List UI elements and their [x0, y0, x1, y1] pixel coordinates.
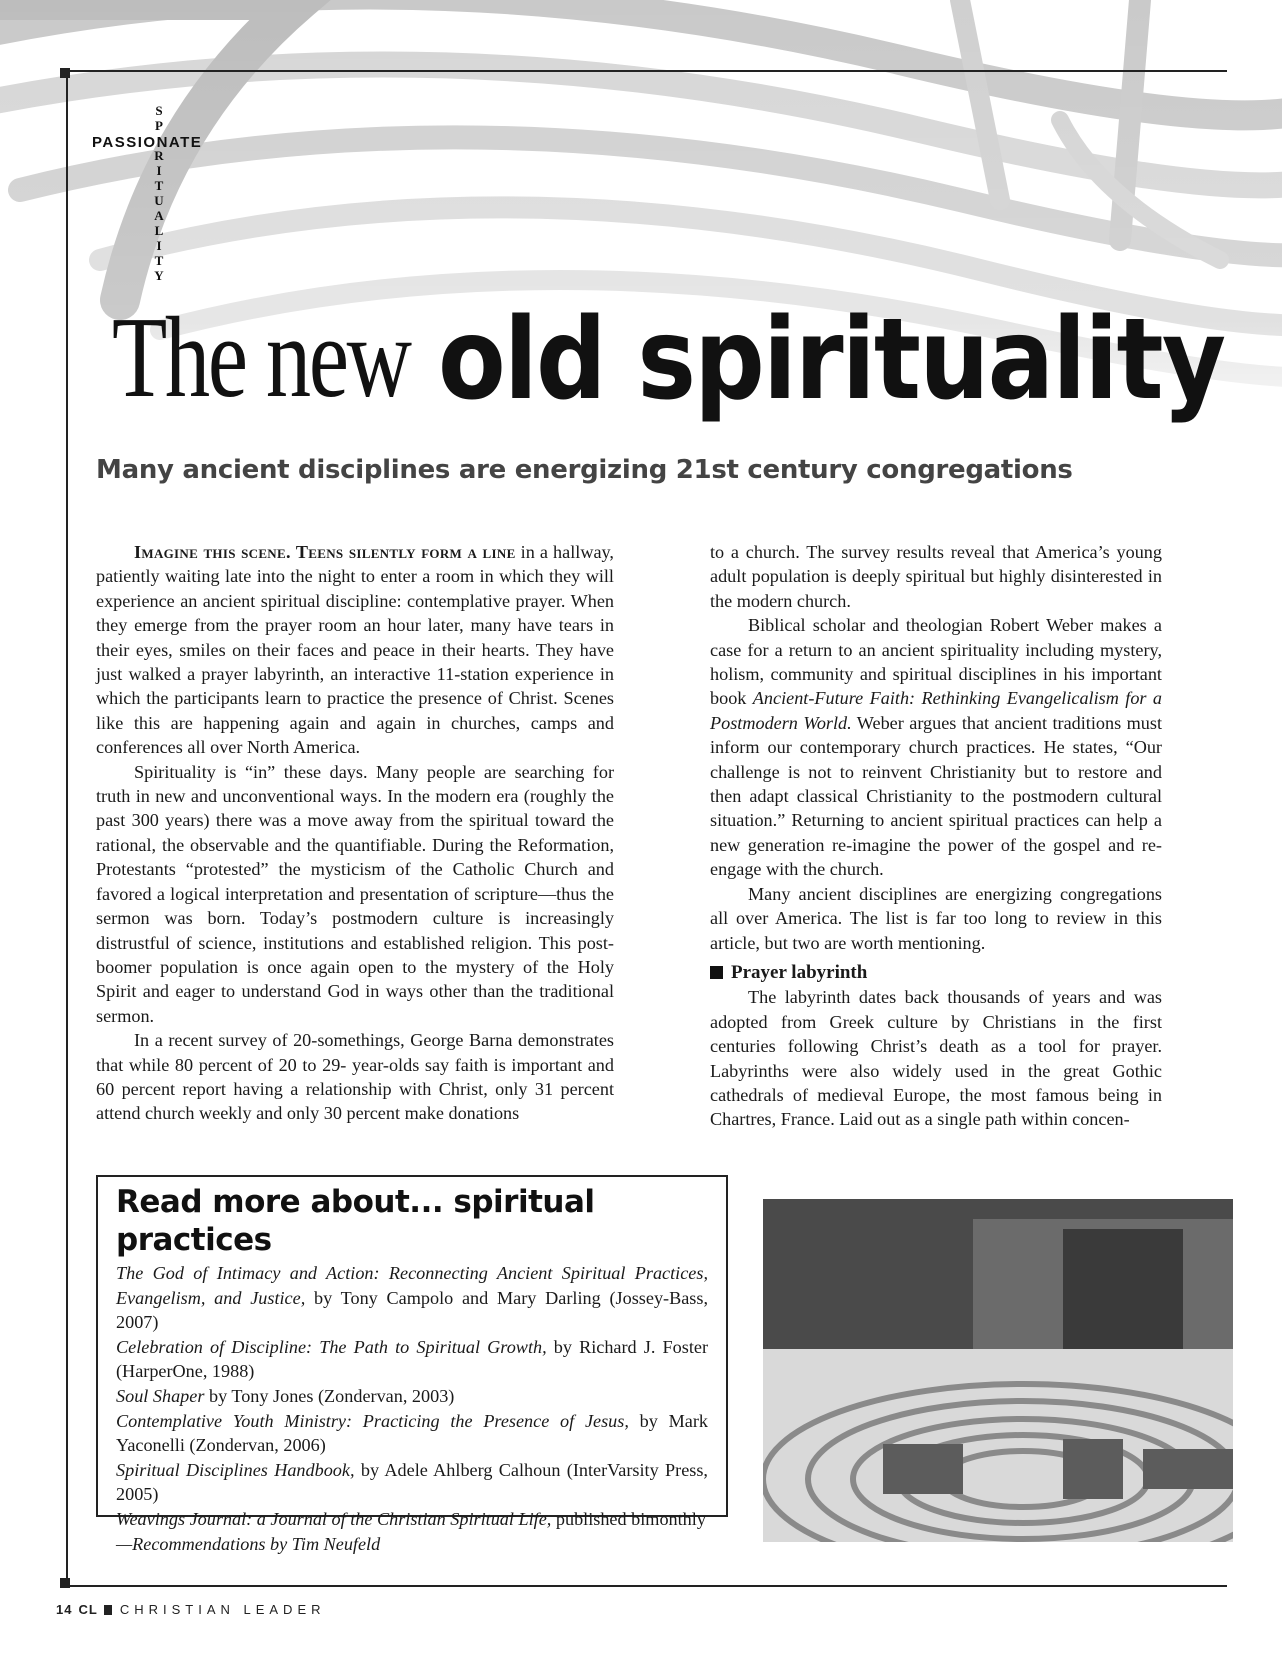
bottom-rule	[62, 1585, 1227, 1587]
paragraph: to a church. The survey results reveal that America’s young adult population is deeply spiritual but highly disinterested in the modern church.	[710, 542, 1162, 611]
list-item: Celebration of Discipline: The Path to Spiritual Growth, by Richard J. Foster (HarperOne, 1988)	[116, 1336, 709, 1382]
square-divider-icon	[104, 1605, 112, 1615]
paragraph: Spirituality is “in” these days. Many people are searching for truth in new and unconventional ways. In the modern era (roughly the past 300 years) there was a move away from the spiritual toward the rational, the observable and the quantifiable. During the Reformation, Protestants “protested” the mysticism of the Catholic Church and favored a logical interpretation and presentation of scripture—thus the sermon was born. Today’s postmodern culture is increasingly distrustful of science, institutions and established religion. This post-boomer population is once again open to the mystery of the Holy Spirit and eager to understand God in ways other than the traditional sermon.	[96, 761, 614, 1026]
paragraph: The labyrinth dates back thousands of years and was adopted from Greek culture by Christians in the first centuries following Christ’s death as a tool for prayer. Labyrinths were also widely used in the great Gothic cathedrals of medieval Europe, the most famous being in Chartres, France. Laid out as a single path within concen-	[710, 987, 1162, 1130]
subhead-prayer-labyrinth: Prayer labyrinth	[710, 961, 1162, 985]
book-title: Ancient-Future Faith: Rethinking Evangelicalism for a Postmodern World.	[710, 688, 1163, 733]
list-item: Soul Shaper by Tony Jones (Zondervan, 2003)	[116, 1385, 455, 1406]
list-item: Weavings Journal: a Journal of the Christian Spiritual Life, published bimonthly	[116, 1508, 706, 1529]
page-subtitle: Many ancient disciplines are energizing 21st century congregations	[96, 455, 1073, 485]
page-title	[112, 294, 1225, 425]
bottom-rule-marker	[60, 1578, 70, 1588]
section-tag-passionate: PASSIONATE	[92, 134, 203, 151]
page-number: 14	[56, 1602, 73, 1617]
read-more-sidebar	[96, 1175, 728, 1554]
magazine-logo: CL	[78, 1602, 98, 1617]
reading-list	[116, 1261, 708, 1556]
top-rule-marker	[60, 68, 70, 78]
square-bullet-icon	[710, 966, 723, 979]
article-column-right	[710, 540, 1162, 1132]
page-footer	[56, 1602, 326, 1617]
paragraph: Imagine this scene. Teens silently form a line in a hallway, patiently waiting late into the night to enter a room in which they will experience an ancient spiritual discipline: contemplative prayer. When they emerge from the prayer room an hour later, many have tears in their eyes, smiles on their faces and peace in their hearts. They have just walked a prayer labyrinth, an interactive 11-station experience in which the participants learn to practice the presence of Christ. Scenes like this are happening again and again in churches, camps and conferences all over North America.	[96, 542, 614, 758]
lead-in: Imagine this scene. Teens silently form a line	[134, 542, 516, 562]
article-column-left	[96, 540, 614, 1126]
list-item: Spiritual Disciplines Handbook, by Adele Ahlberg Calhoun (InterVarsity Press, 2005)	[116, 1459, 708, 1505]
sidebar-credit: —Recommendations by Tim Neufeld	[116, 1533, 381, 1554]
paragraph: In a recent survey of 20-somethings, George Barna demonstrates that while 80 percent of 20 to 29- year-olds say faith is important and 60 percent report having a relationship with Christ, only 31 percent attend church weekly and only 30 percent make donations	[96, 1030, 614, 1124]
paragraph: Many ancient disciplines are energizing congregations all over America. The list is far too long to review in this article, but two are worth mentioning.	[710, 883, 1162, 953]
section-tag-spirituality: S P R I T U A L I T Y	[154, 103, 164, 283]
title-bold-part: old spirituality	[438, 295, 1225, 425]
labyrinth-photo	[763, 1199, 1233, 1542]
list-item: Contemplative Youth Ministry: Practicing the Presence of Jesus, by Mark Yaconelli (Zondervan, 2006)	[116, 1410, 708, 1456]
left-rule	[66, 70, 68, 1585]
title-light-part: The new	[112, 294, 410, 422]
top-rule	[62, 70, 1227, 72]
magazine-name: CHRISTIAN LEADER	[119, 1602, 326, 1617]
sidebar-title: Read more about... spiritual practices	[116, 1184, 595, 1258]
paragraph: Biblical scholar and theologian Robert Weber makes a case for a return to an ancient spirituality including mystery, holism, community and spiritual disciplines in his important book Ancient-Future Faith: Rethinking Evangelicalism for a Postmodern World. Weber argues that ancient traditions must inform our contemporary church practices. He states, “Our challenge is not to reinvent Christianity but to restore and then adapt classical Christianity to the postmodern cultural situation.” Returning to ancient spiritual practices can help a new generation re-imagine the power of the gospel and re-engage with the church.	[710, 615, 1163, 880]
list-item: The God of Intimacy and Action: Reconnecting Ancient Spiritual Practices, Evangelism, and Justice, by Tony Campolo and Mary Darling (Jossey-Bass, 2007)	[116, 1263, 709, 1333]
